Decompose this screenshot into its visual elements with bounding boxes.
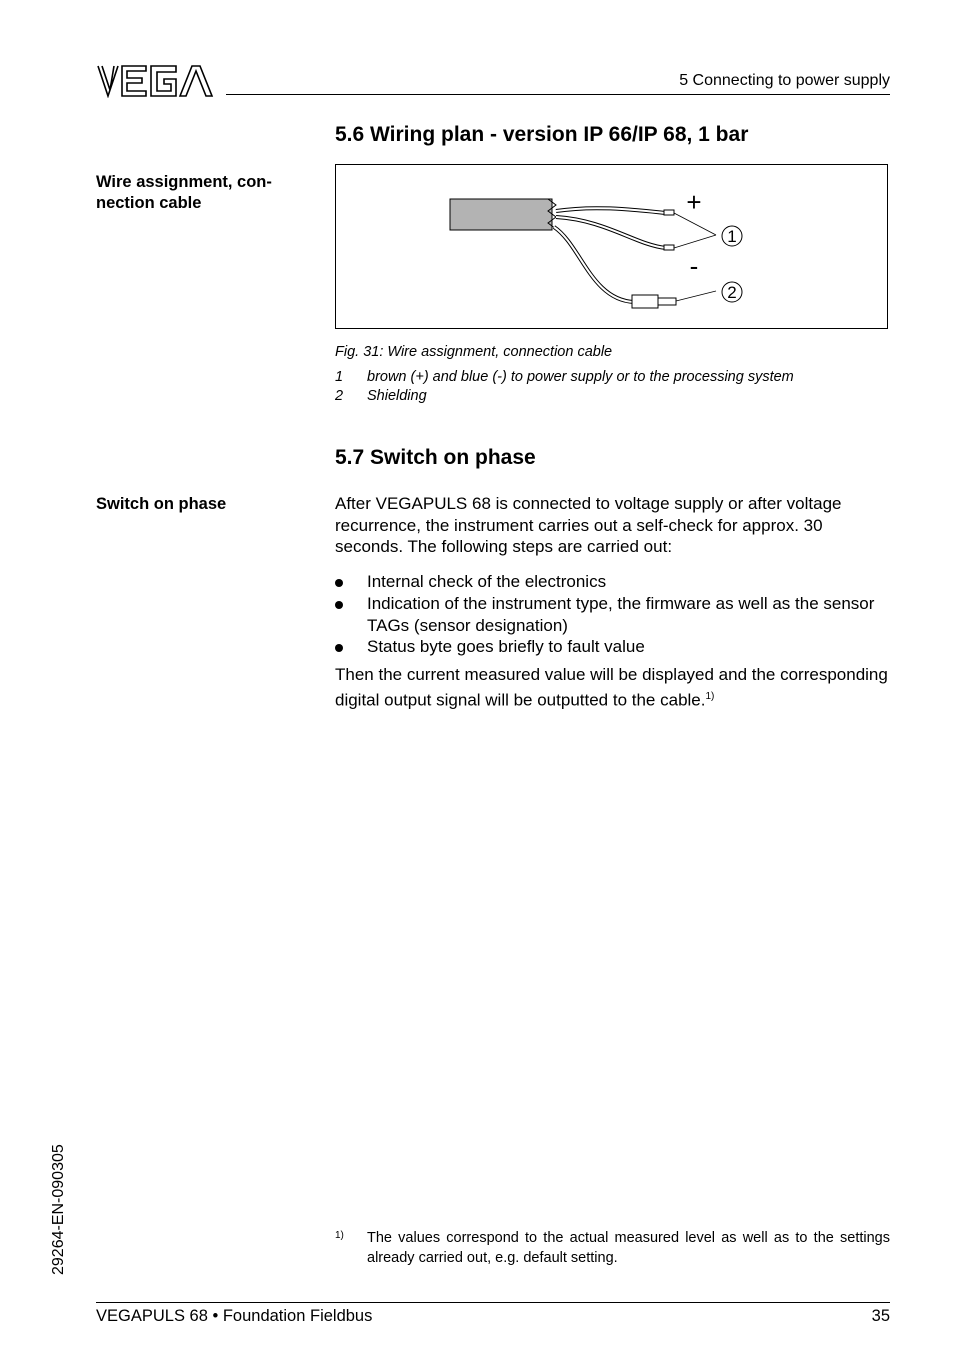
side-label-wire-assignment: Wire assignment, con- nection cable bbox=[96, 173, 272, 212]
shield-ferrule bbox=[632, 295, 658, 308]
running-header: 5 Connecting to power supply bbox=[679, 72, 890, 89]
vega-logo bbox=[96, 64, 214, 98]
bullet-text: Status byte goes briefly to fault value bbox=[367, 637, 645, 656]
plus-sign: + bbox=[686, 187, 702, 217]
bullet-dot bbox=[335, 579, 343, 587]
footnote-mark: 1) bbox=[335, 1230, 344, 1241]
legend-item bbox=[335, 388, 427, 404]
wiring-diagram bbox=[335, 164, 888, 329]
intro-paragraph: After VEGAPULS 68 is connected to voltage supply or after voltage recurrence, the instrument carries out a self-check for approx. 30 seconds. The following steps are carried out: bbox=[335, 494, 842, 556]
bullet-dot bbox=[335, 644, 343, 652]
legend-item-number: 1 bbox=[335, 369, 344, 385]
blue-wire-tip bbox=[664, 245, 674, 250]
callout-1: 1 bbox=[727, 227, 737, 246]
bullet-dot bbox=[335, 601, 343, 609]
footnote-text: The values correspond to the actual measured level as well as to the settings already carried out, e.g. default setting. bbox=[367, 1230, 890, 1266]
document-id: 29264-EN-090305 bbox=[50, 1144, 67, 1275]
figure-caption: Fig. 31: Wire assignment, connection cable bbox=[335, 344, 613, 360]
outro-paragraph bbox=[335, 664, 890, 711]
callout-2: 2 bbox=[727, 283, 737, 302]
cable-drawing bbox=[336, 165, 887, 328]
page-number: 35 bbox=[871, 1307, 890, 1325]
leader-line-2 bbox=[676, 291, 716, 301]
side-label-switch-on-phase: Switch on phase bbox=[96, 495, 227, 513]
header-rule bbox=[226, 94, 890, 95]
legend-item-text: brown (+) and blue (-) to power supply or to the processing system bbox=[367, 369, 794, 385]
footer-rule bbox=[96, 1302, 890, 1303]
leader-line-1b bbox=[674, 235, 716, 248]
minus-sign: - bbox=[689, 251, 699, 281]
footnote bbox=[335, 1229, 890, 1268]
footnote-reference[interactable]: 1) bbox=[705, 690, 715, 702]
section-5-6-title: 5.6 Wiring plan - version IP 66/IP 68, 1 bar bbox=[335, 123, 749, 146]
outro-text: Then the current measured value will be displayed and the corresponding digital output signal will be outputted to the cable. bbox=[335, 665, 888, 710]
shield-ferrule-tip bbox=[658, 298, 676, 305]
legend-item-text: Shielding bbox=[367, 388, 427, 404]
section-5-7-title: 5.7 Switch on phase bbox=[335, 446, 536, 469]
brown-wire-tip bbox=[664, 210, 674, 215]
bullet-text: Internal check of the electronics bbox=[367, 572, 607, 591]
cable-jacket bbox=[450, 199, 552, 230]
bullet-text: Indication of the instrument type, the firmware as well as the sensor TAGs (sensor designation) bbox=[367, 594, 875, 635]
footer-title: VEGAPULS 68 • Foundation Fieldbus bbox=[96, 1307, 373, 1325]
legend-item-number: 2 bbox=[335, 388, 344, 404]
legend-item bbox=[335, 369, 794, 385]
